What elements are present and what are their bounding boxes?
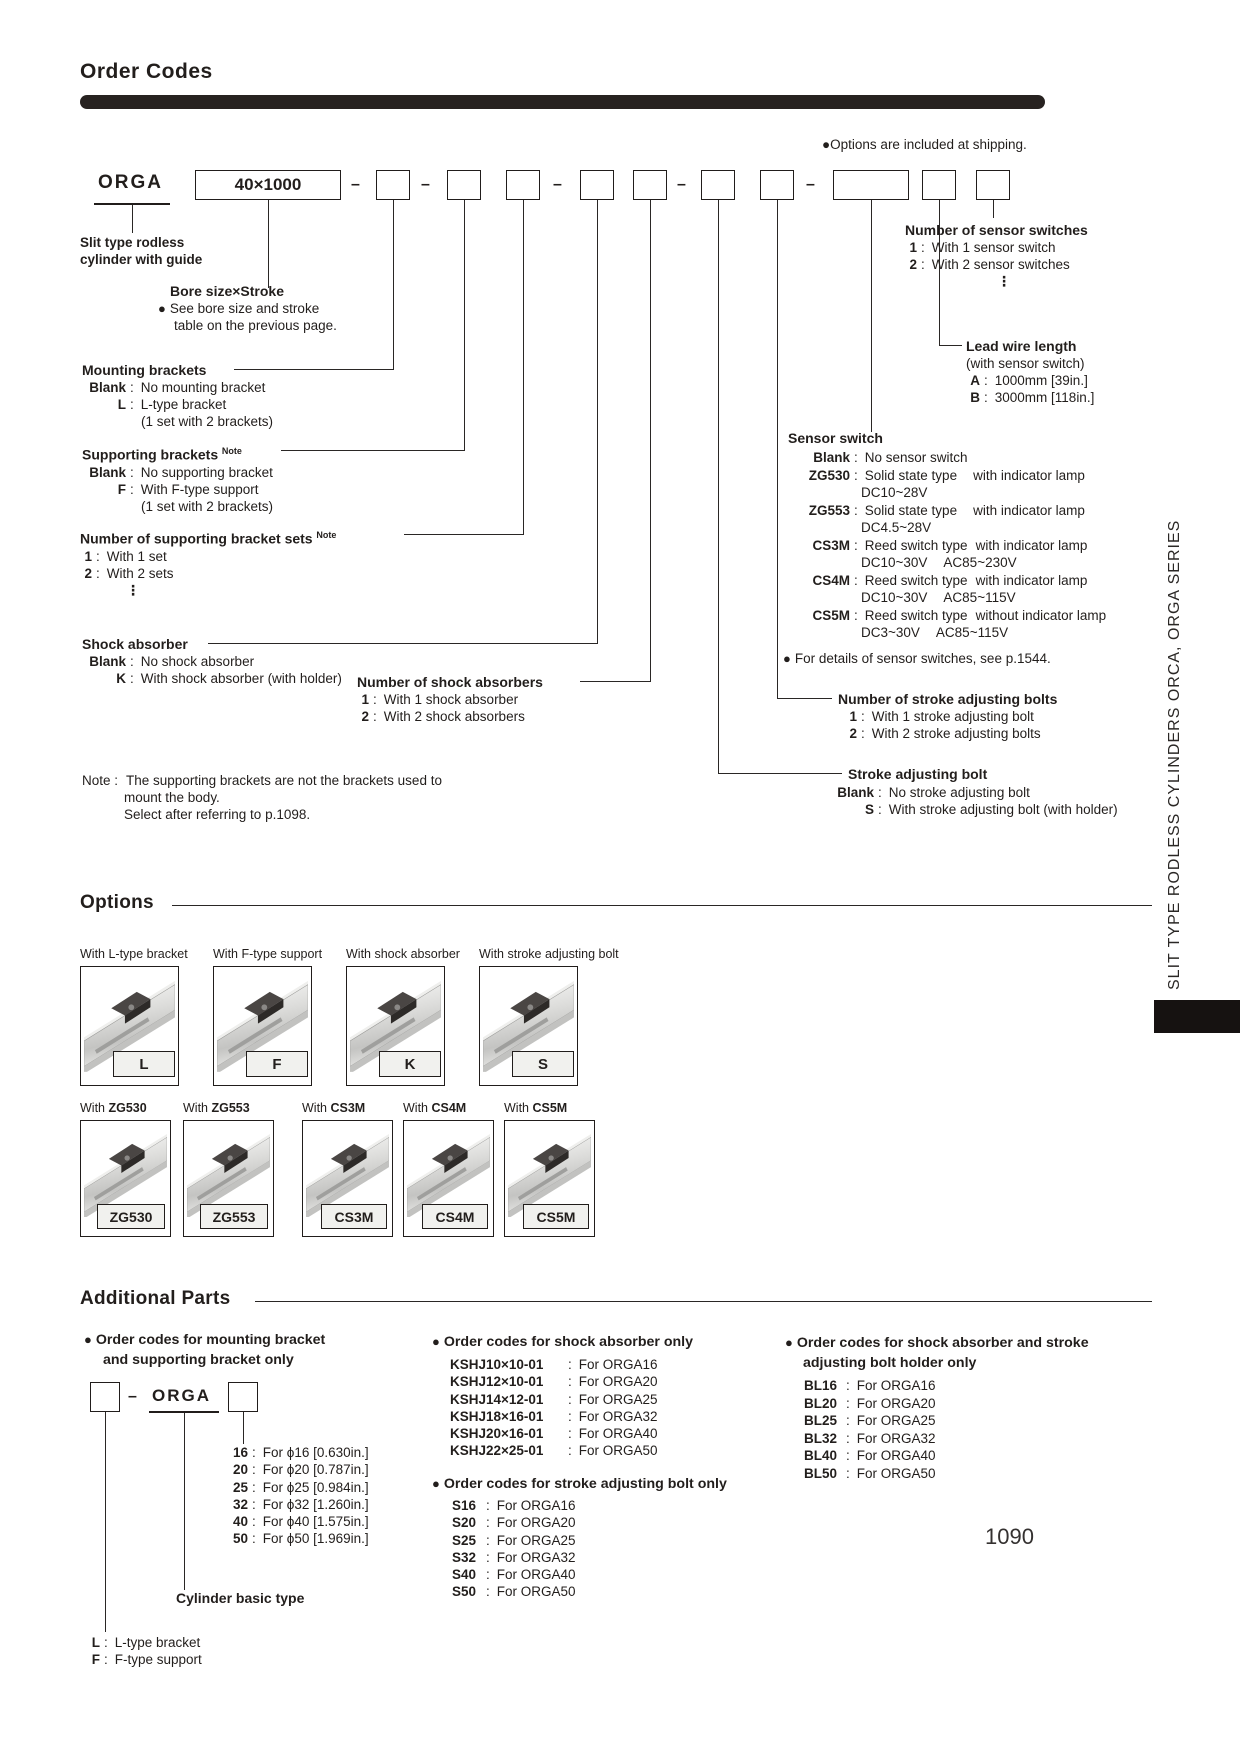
sensor-section: Sensor switch (788, 430, 883, 446)
bullet-icon: ● (785, 1335, 793, 1350)
ap-bracket-list: L : L-type bracket F : F-type support (91, 1635, 202, 1667)
option-caption: With CS3M (302, 1101, 366, 1115)
title-bar (80, 95, 1045, 109)
option-badge: L (113, 1051, 175, 1077)
supporting-section: Supporting brackets $^{Note}$ Blank : No supporting bracket F : With F-type support (1 set with 2 brackets) (82, 446, 274, 514)
bullet-icon: ● (158, 301, 166, 316)
options-heading: Options (80, 892, 154, 913)
sensor-count-section: Number of sensor switches 1 : With 1 sensor switch 2 : With 2 sensor switches ⋮ (905, 222, 1088, 289)
option-badge: CS5M (523, 1204, 589, 1229)
option-badge: CS3M (321, 1204, 387, 1229)
ellipsis: ⋮ (126, 581, 140, 598)
code-box-sensor (833, 170, 909, 200)
code-dash: – (677, 176, 686, 193)
leader-line (464, 200, 465, 450)
code-dash: – (421, 176, 430, 193)
ap-col2-heading1: ● Order codes for shock absorber only (432, 1334, 693, 1350)
bullet-icon: ● (783, 651, 791, 666)
ap-col1-heading: ● Order codes for mounting bracket and supporting bracket only (84, 1332, 326, 1368)
code-box-supporting (447, 170, 481, 200)
leader-line (393, 200, 394, 369)
leader-line (718, 200, 719, 773)
leader-line (597, 200, 598, 643)
ap-basic-type-label: Cylinder basic type (176, 1590, 305, 1606)
code-dash: – (806, 176, 815, 193)
leader-line (105, 1412, 106, 1632)
bolt-items: Blank : No stroke adjusting bolt S : With stroke adjusting bolt (with holder) (837, 785, 1118, 817)
bullet-icon: ● (432, 1476, 440, 1491)
leader-line (132, 205, 133, 233)
leader-line (777, 698, 832, 699)
product-photo (508, 1124, 591, 1217)
option-caption: With stroke adjusting bolt (479, 947, 619, 961)
leader-line (404, 534, 524, 535)
leader-line (268, 200, 269, 288)
option-caption: With F-type support (213, 947, 323, 961)
ellipsis: ⋮ (997, 273, 1011, 289)
option-badge: F (246, 1051, 308, 1077)
code-box-bolt-count (760, 170, 794, 200)
additional-parts-heading: Additional Parts (80, 1288, 231, 1309)
option-caption: With L-type bracket (80, 947, 188, 961)
code-box-mounting (376, 170, 410, 200)
ap-bore-list: 16 : For ϕ16 [0.630in.] 20 : For ϕ20 [0.787in.] 25 : For ϕ25 [0.984in.] 32 : For ϕ32 [1.260in.] 40 : For ϕ40 [1.575in.] 50 : For ϕ50 [1.969in.] (232, 1445, 369, 1547)
leader-line (184, 1413, 185, 1590)
code-box-sensor-count (976, 170, 1010, 200)
bullet-icon: ● (822, 137, 831, 152)
leader-line (650, 200, 651, 681)
code-dash: – (553, 176, 562, 193)
option-badge: ZG530 (97, 1204, 165, 1229)
option-caption: With CS4M (403, 1101, 467, 1115)
sensor-footnote: ● For details of sensor switches, see p.1544. (783, 651, 1051, 666)
product-photo (84, 1124, 167, 1217)
option-caption: With CS5M (504, 1101, 568, 1115)
note-block: Note : The supporting brackets are not the brackets used to mount the body. Select after referring to p.1098. (82, 773, 442, 822)
option-caption: With shock absorber (346, 947, 460, 961)
leader-line (243, 1412, 244, 1444)
ap-stroke-bolt-list: S16 : For ORGA16 S20 : For ORGA20 S25 : For ORGA25 S32 : For ORGA32 S40 : For ORGA40 S50 : For ORGA50 (452, 1498, 576, 1600)
ap-dash: – (128, 1388, 137, 1405)
bore-label: Bore size×Stroke ● See bore size and stroke table on the previous page. (158, 283, 337, 333)
product-photo (306, 1124, 389, 1217)
additional-parts-rule (255, 1301, 1152, 1302)
ap-holder-list: BL16 : For ORGA16 BL20 : For ORGA20 BL25 : For ORGA25 BL32 : For ORGA32 BL40 : For ORGA40 BL50 : For ORGA50 (804, 1378, 936, 1481)
bullet-icon: ● (432, 1334, 440, 1349)
product-photo (187, 1124, 270, 1217)
code-dash: – (351, 176, 360, 193)
option-caption: With ZG553 (183, 1101, 250, 1115)
bolt-count-section: Number of stroke adjusting bolts 1 : With 1 stroke adjusting bolt 2 : With 2 stroke adjusting bolts (838, 691, 1058, 741)
code-box-support-sets (506, 170, 540, 200)
leader-line (580, 681, 651, 682)
product-photo (407, 1124, 490, 1217)
lead-wire-section: Lead wire length (with sensor switch) A : 1000mm [39in.] B : 3000mm [118in.] (966, 338, 1095, 405)
leader-line (523, 200, 524, 534)
option-badge: ZG553 (200, 1204, 268, 1229)
bolt-section: Stroke adjusting bolt (848, 766, 988, 782)
ap-bracket-code-box (90, 1382, 120, 1412)
ap-bore-code-box (228, 1382, 258, 1412)
leader-line (777, 200, 778, 698)
option-badge: S (512, 1051, 574, 1077)
mounting-section: Mounting brackets Blank : No mounting bracket L : L-type bracket (1 set with 2 brackets) (82, 362, 274, 429)
leader-line (939, 345, 962, 346)
sensor-items: Blank : No sensor switch ZG530 : Solid state type with indicator lamp DC10~28V ZG553 : Solid state type with indicator lamp DC4.5~28V CS3M : Reed switch type with indicator lamp DC10~30V AC85~230V CS4M : Reed switch type with indicator lamp DC10~30V AC85~115V CS5M : Reed switch type without indicator lamp DC3~30V AC85~115V (808, 450, 1107, 640)
shock-section: Shock absorber Blank : No shock absorber K : With shock absorber (with holder) (82, 636, 342, 686)
bullet-icon: ● (84, 1332, 92, 1347)
code-box-bore-stroke: 40×1000 (195, 170, 341, 200)
options-rule (172, 905, 1152, 906)
code-box-bolt (701, 170, 735, 200)
shock-count-section: Number of shock absorbers 1 : With 1 shock absorber 2 : With 2 shock absorbers (357, 674, 543, 724)
code-box-lead-wire (922, 170, 956, 200)
leader-line (993, 200, 994, 218)
option-caption: With ZG530 (80, 1101, 147, 1115)
ap-shock-list: KSHJ10×10-01 : For ORGA16 KSHJ12×10-01 : For ORGA20 KSHJ14×12-01 : For ORGA25 KSHJ18×16-01 : For ORGA32 KSHJ20×16-01 : For ORGA40 KSHJ22×25-01 : For ORGA50 (450, 1357, 658, 1459)
leader-line (718, 773, 842, 774)
support-sets-section: Number of supporting bracket sets $^{Note}$ 1 : With 1 set 2 : With 2 sets ⋮ (80, 530, 337, 598)
leader-line (281, 450, 465, 451)
option-badge: CS4M (422, 1204, 488, 1229)
series-label: Slit type rodless cylinder with guide (80, 235, 203, 267)
code-box-shock-count (633, 170, 667, 200)
code-box-shock (580, 170, 614, 200)
ap-col3-heading: ● Order codes for shock absorber and stroke adjusting bolt holder only (785, 1335, 1089, 1371)
sidebar-series-label: SLIT TYPE RODLESS CYLINDERS ORCA, ORGA SERIES (1166, 519, 1183, 990)
page-title: Order Codes (80, 60, 213, 83)
ap-col2-heading2: ● Order codes for stroke adjusting bolt only (432, 1476, 727, 1492)
shipping-note: ●Options are included at shipping. (822, 137, 1027, 152)
option-badge: K (379, 1051, 441, 1077)
mounting-heading: Mounting brackets (82, 362, 207, 378)
page-index-tab (1154, 1000, 1240, 1033)
ap-orga-label: ORGA (152, 1386, 211, 1405)
page-number: 1090 (985, 1524, 1034, 1549)
leader-line (871, 200, 872, 432)
order-code-prefix: ORGA (98, 172, 163, 193)
